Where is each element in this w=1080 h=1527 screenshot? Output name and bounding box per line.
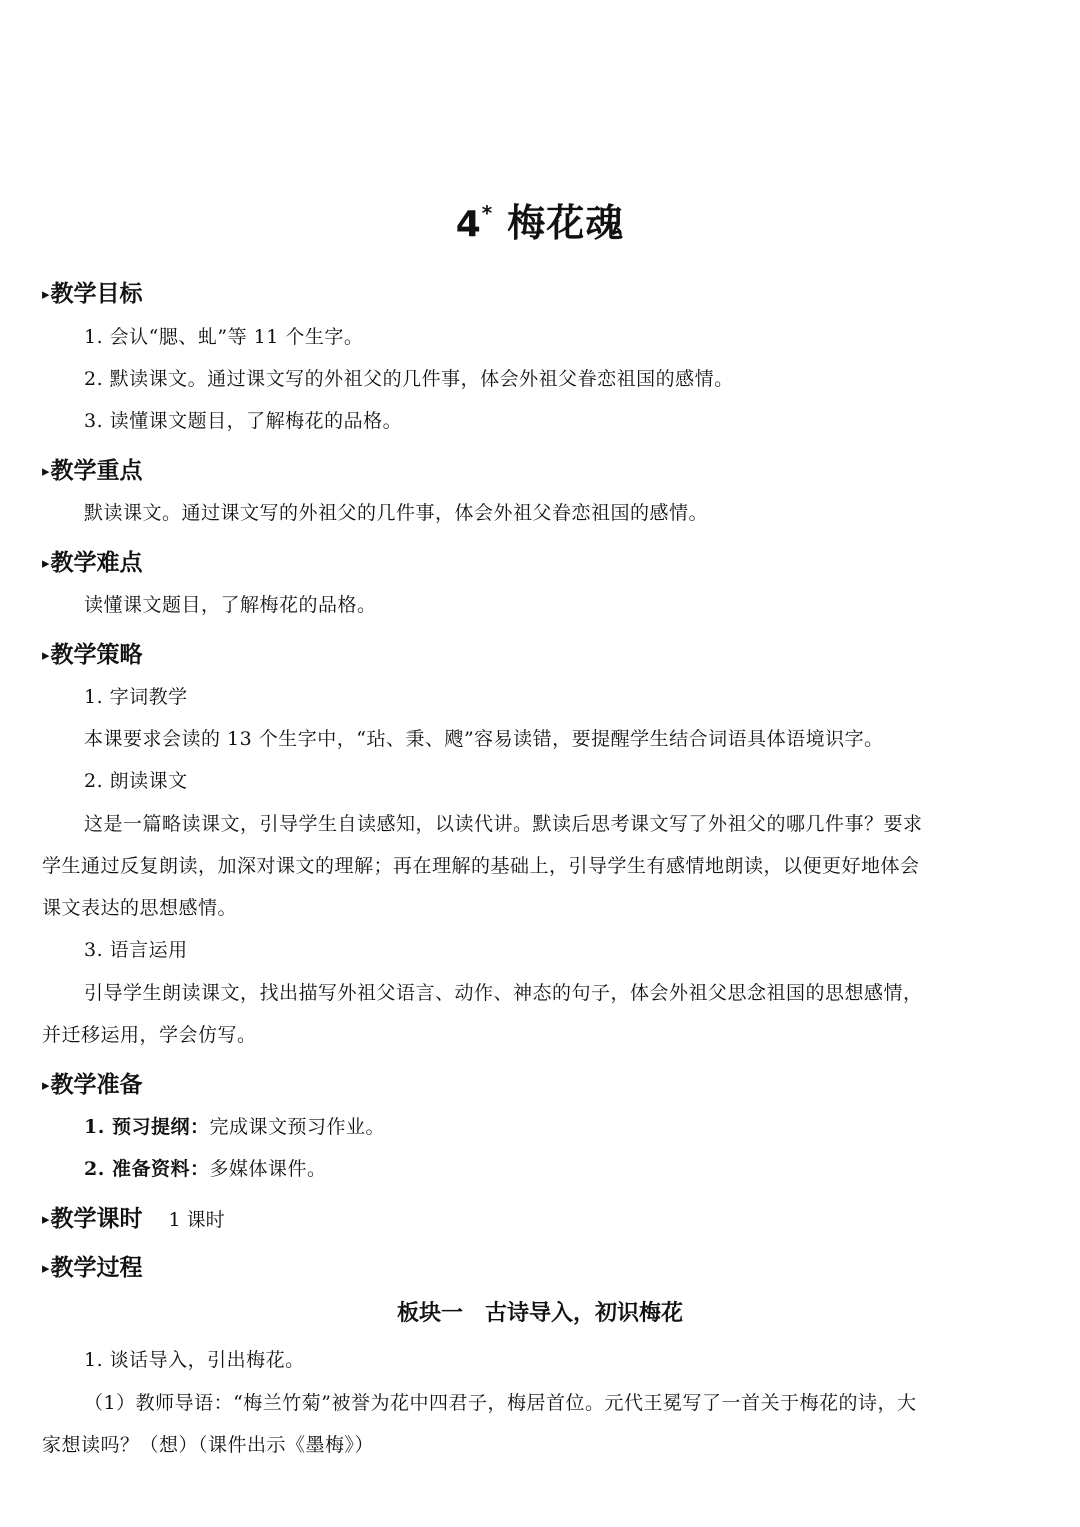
heading-preparation: ▸教学准备 [42, 1072, 143, 1098]
strategy-sub-3: 3. 语言运用 [84, 939, 188, 961]
strategy-sub-1: 1. 字词教学 [84, 686, 188, 708]
hours-value: 1 课时 [168, 1209, 225, 1231]
heading-process: ▸教学过程 [42, 1255, 143, 1281]
strategy-text-2-line-1: 这是一篇略读课文，引导学生自读感知，以读代讲。默读后思考课文写了外祖父的哪几件事？要求 [84, 813, 923, 835]
lesson-title [0, 192, 1080, 247]
key-points-text: 默读课文。通过课文写的外祖父的几件事，体会外祖父眷恋祖国的感情。 [84, 502, 709, 524]
goal-item-2: 2. 默读课文。通过课文写的外祖父的几件事，体会外祖父眷恋祖国的感情。 [84, 368, 734, 390]
process-step-1-line-2: 家想读吗？（想）（课件出示《墨梅》） [42, 1434, 375, 1456]
strategy-text-3-line-1: 引导学生朗读课文，找出描写外祖父语言、动作、神态的句子，体会外祖父思念祖国的思想感情， [84, 982, 923, 1004]
block-title: 板块一 古诗导入，初识梅花 [396, 1301, 683, 1326]
strategy-text-2-line-2: 学生通过反复朗读，加深对课文的理解；再在理解的基础上，引导学生有感情地朗读，以便更好地体会 [42, 855, 920, 877]
process-step-1: 1. 谈话导入，引出梅花。 [84, 1349, 305, 1371]
triangle-bullet-icon: ▸ [42, 646, 50, 664]
heading-key-points: ▸教学重点 [42, 458, 143, 484]
strategy-text-2-line-3: 课文表达的思想感情。 [42, 897, 238, 919]
process-step-1-line-1: （1）教师导语：“梅兰竹菊”被誉为花中四君子，梅居首位。元代王冕写了一首关于梅花的诗，大 [84, 1392, 917, 1414]
goal-item-1: 1. 会认“腮、虬”等 11 个生字。 [84, 326, 364, 348]
triangle-bullet-icon: ▸ [42, 554, 50, 572]
lesson-number: 4 [455, 204, 482, 245]
difficulties-text: 读懂课文题目，了解梅花的品格。 [84, 594, 377, 616]
triangle-bullet-icon: ▸ [42, 1076, 50, 1094]
preparation-item-2-label: 2. 准备资料： [84, 1158, 210, 1180]
strategy-text-3-line-2: 并迁移运用，学会仿写。 [42, 1024, 257, 1046]
lesson-name: 梅花魂 [507, 201, 625, 245]
preparation-item-1: 1. 预习提纲：完成课文预习作业。 [84, 1116, 385, 1138]
heading-hours: ▸教学课时 1 课时 [42, 1206, 225, 1232]
heading-strategy: ▸教学策略 [42, 642, 143, 668]
triangle-bullet-icon: ▸ [42, 285, 50, 303]
heading-difficulties: ▸教学难点 [42, 550, 143, 576]
lesson-star-mark: * [481, 201, 494, 225]
triangle-bullet-icon: ▸ [42, 1259, 50, 1277]
strategy-sub-2: 2. 朗读课文 [84, 770, 188, 792]
preparation-item-2: 2. 准备资料：多媒体课件。 [84, 1158, 327, 1180]
strategy-text-1: 本课要求会读的 13 个生字中，“玷、秉、飕”容易读错，要提醒学生结合词语具体语境识字。 [84, 728, 884, 750]
triangle-bullet-icon: ▸ [42, 1210, 50, 1228]
triangle-bullet-icon: ▸ [42, 462, 50, 480]
preparation-item-1-label: 1. 预习提纲： [84, 1116, 210, 1138]
goal-item-3: 3. 读懂课文题目，了解梅花的品格。 [84, 410, 403, 432]
heading-goals: ▸教学目标 [42, 281, 143, 307]
